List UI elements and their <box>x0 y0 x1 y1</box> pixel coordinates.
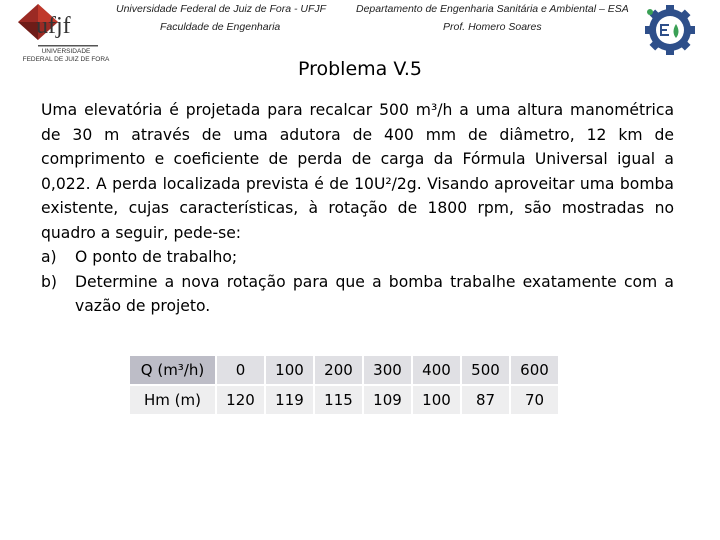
problem-statement <box>41 98 674 319</box>
hm-cell: 100 <box>413 386 460 414</box>
list-item-a <box>41 245 674 270</box>
row-header-q: Q (m³/h) <box>130 356 215 384</box>
hm-cell: 119 <box>266 386 313 414</box>
list-item-b <box>41 270 674 319</box>
q-cell: 100 <box>266 356 313 384</box>
q-cell: 500 <box>462 356 509 384</box>
q-cell: 300 <box>364 356 411 384</box>
hm-cell: 87 <box>462 386 509 414</box>
hm-cell: 109 <box>364 386 411 414</box>
header-professor: Prof. Homero Soares <box>443 21 542 33</box>
q-cell: 600 <box>511 356 558 384</box>
q-cell: 0 <box>217 356 264 384</box>
table-row-q <box>130 356 558 384</box>
header-faculty: Faculdade de Engenharia <box>160 21 281 33</box>
svg-text:ufjf: ufjf <box>36 13 71 39</box>
item-text: Determine a nova rotação para que a bomba trabalhe exatamente com a vazão de projeto. <box>75 272 674 315</box>
item-label: b) <box>41 272 57 291</box>
header-university: Universidade Federal de Juiz de Fora - UFJF <box>116 3 327 15</box>
svg-text:UNIVERSIDADE: UNIVERSIDADE <box>41 48 91 55</box>
item-label: a) <box>41 248 57 266</box>
hm-cell: 115 <box>315 386 362 414</box>
esa-gear-logo <box>640 4 700 56</box>
hm-cell: 120 <box>217 386 264 414</box>
problem-paragraph: Uma elevatória é projetada para recalcar 500 m³/h a uma altura manométrica de 30 m através de uma adutora de 400 mm de diâmetro, 12 km de comprimento e coeficiente de perda de carga da Fórmula Universal igual a 0,022. A perda localizada prevista é de 10U²/2g. Visando aproveitar uma bomba existente, cujas características, à rotação de 1800 rpm, são mostradas no quadro a seguir, pede-se: <box>41 101 674 242</box>
q-cell: 200 <box>315 356 362 384</box>
hm-cell: 70 <box>511 386 558 414</box>
item-text: O ponto de trabalho; <box>75 248 238 266</box>
svg-text:FEDERAL DE JUIZ DE FORA: FEDERAL DE JUIZ DE FORA <box>22 56 110 63</box>
pump-curve-table <box>128 354 560 416</box>
header-department: Departamento de Engenharia Sanitária e Ambiental – ESA <box>356 3 629 15</box>
problem-title: Problema V.5 <box>297 58 423 80</box>
q-cell: 400 <box>413 356 460 384</box>
row-header-hm: Hm (m) <box>130 386 215 414</box>
ufjf-logo <box>8 0 120 64</box>
table-row-hm <box>130 386 558 414</box>
